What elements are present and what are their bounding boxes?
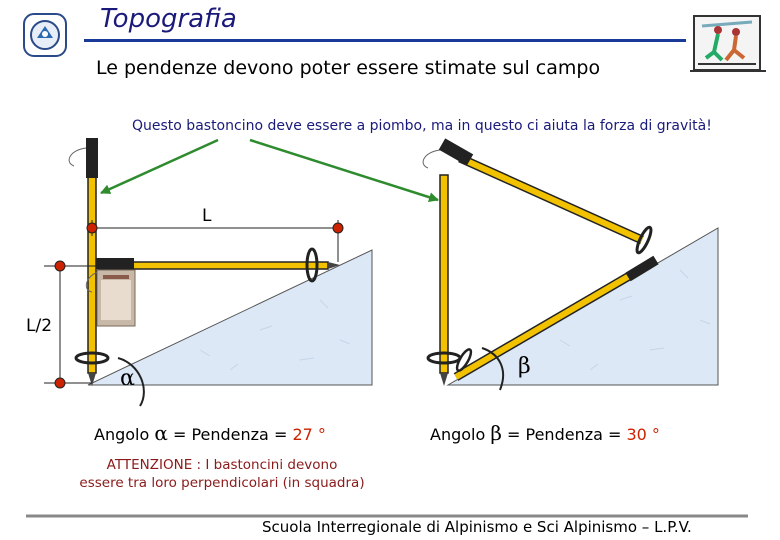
equation-left-symbol: α bbox=[154, 421, 168, 445]
left-vertical-grip bbox=[86, 138, 98, 178]
right-vertical-tip bbox=[440, 373, 448, 386]
attention-note bbox=[62, 456, 382, 492]
right-grip bbox=[442, 144, 470, 160]
equation-right bbox=[430, 421, 660, 445]
right-vertical-pole bbox=[440, 175, 448, 373]
equation-right-symbol: β bbox=[490, 421, 502, 445]
label-beta: β bbox=[518, 354, 531, 379]
equation-left bbox=[94, 421, 326, 445]
equation-right-value: 30 ° bbox=[626, 425, 660, 444]
callout-note: Questo bastoncino deve essere a piombo, ma in questo ci aiuta la forza di gravità! bbox=[132, 118, 712, 134]
left-vertical-pole bbox=[88, 175, 96, 373]
marker-L-left bbox=[87, 223, 97, 233]
right-strap bbox=[423, 150, 440, 168]
marker-half-bottom bbox=[55, 378, 65, 388]
attention-line-2: essere tra loro perpendicolari (in squadra) bbox=[79, 475, 365, 491]
marker-half-top bbox=[55, 261, 65, 271]
label-L-half: L/2 bbox=[26, 316, 53, 336]
left-strap bbox=[69, 148, 86, 166]
attention-line-1: ATTENZIONE : I bastoncini devono bbox=[106, 457, 338, 473]
marker-L-right bbox=[333, 223, 343, 233]
equation-right-middle: = Pendenza = bbox=[501, 425, 627, 444]
callout-arrow-left bbox=[101, 140, 218, 193]
page-title: Topografia bbox=[100, 4, 237, 34]
label-alpha: α bbox=[120, 366, 135, 391]
footer-text: Scuola Interregionale di Alpinismo e Sci Alpinismo – L.P.V. bbox=[262, 518, 692, 536]
equation-left-value: 27 ° bbox=[292, 425, 326, 444]
page-subtitle: Le pendenze devono poter essere stimate sul campo bbox=[96, 57, 601, 79]
equation-left-prefix: Angolo bbox=[94, 425, 155, 444]
equation-right-prefix: Angolo bbox=[430, 425, 491, 444]
left-horizontal-grip bbox=[96, 258, 134, 269]
callout-arrow-right bbox=[250, 140, 438, 200]
equation-left-middle: = Pendenza = bbox=[167, 425, 293, 444]
booklet-icon bbox=[97, 270, 135, 326]
label-L: L bbox=[202, 206, 212, 226]
